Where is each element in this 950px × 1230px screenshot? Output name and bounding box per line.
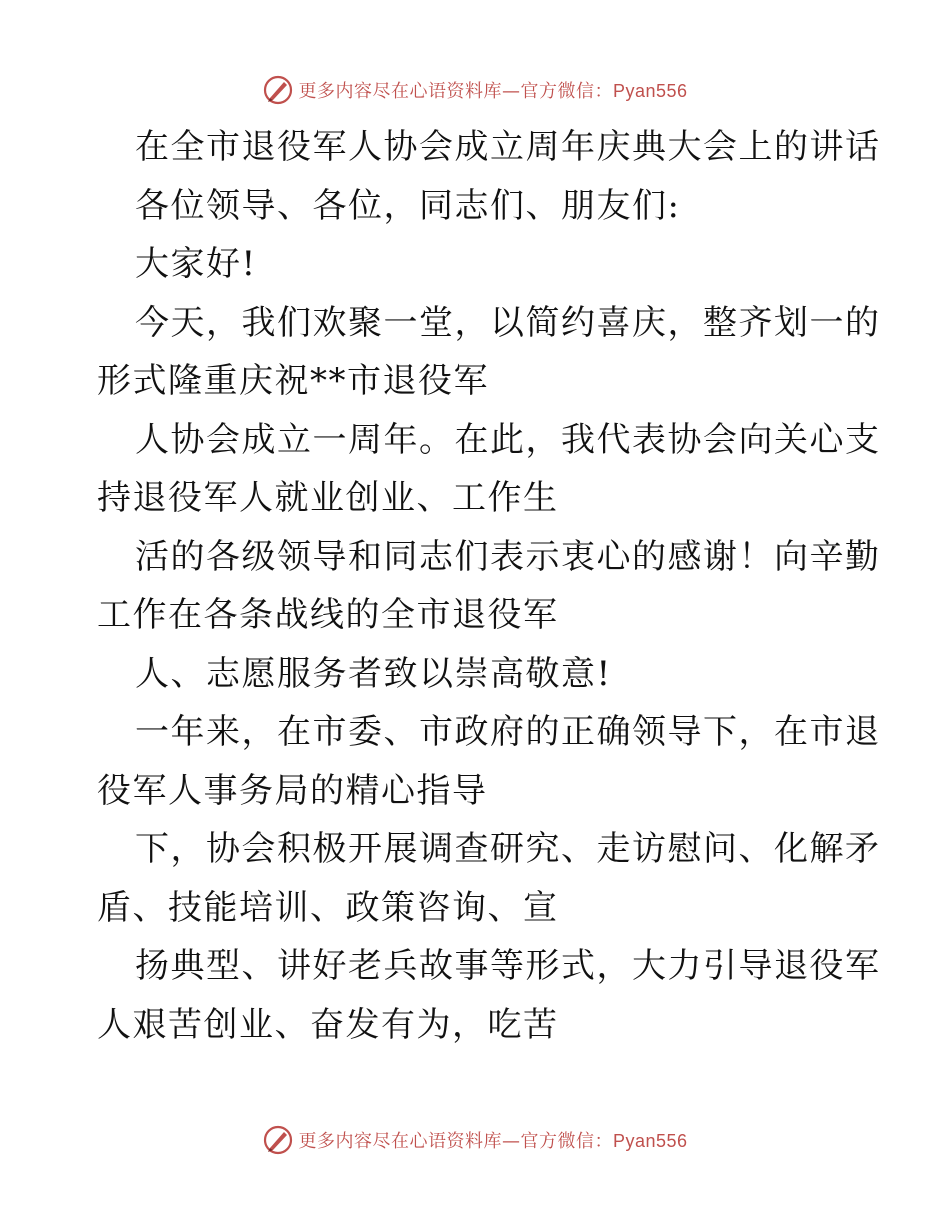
watermark-contact-label: 官方微信： xyxy=(520,1131,613,1152)
quill-pen-logo-icon xyxy=(262,74,294,106)
watermark-separator: — xyxy=(501,1131,521,1152)
watermark-contact-label: 官方微信： xyxy=(520,81,613,102)
watermark-slogan: 更多内容尽在心语资料库 xyxy=(298,81,502,102)
document-line: 一年来，在市委、市政府的正确领导下，在市退 xyxy=(135,712,881,752)
watermark-contact-id: Pyan556 xyxy=(612,1131,688,1151)
quill-pen-logo-icon xyxy=(262,1124,294,1156)
footer-watermark xyxy=(0,1120,950,1160)
document-line: 人艰苦创业、奋发有为，吃苦 xyxy=(97,1004,559,1045)
watermark-text xyxy=(298,1127,687,1153)
document-line: 役军人事务局的精心指导 xyxy=(97,770,488,811)
document-line: 盾、技能培训、政策咨询、宣 xyxy=(97,887,559,928)
watermark-text xyxy=(298,77,687,103)
document-body xyxy=(97,118,881,1054)
document-line: 今天，我们欢聚一堂，以简约喜庆，整齐划一的 xyxy=(135,302,881,343)
document-line: 人协会成立一周年。在此，我代表协会向关心支 xyxy=(135,419,881,460)
document-line: 在全市退役军人协会成立周年庆典大会上的讲话 xyxy=(135,127,881,167)
watermark-contact-id: Pyan556 xyxy=(612,81,688,101)
document-line: 大家好! xyxy=(135,244,257,284)
document-line: 工作在各条战线的全市退役军 xyxy=(97,595,559,635)
document-line: 形式隆重庆祝**市退役军 xyxy=(97,361,489,401)
document-line: 人、志愿服务者致以崇高敬意! xyxy=(135,653,612,694)
header-watermark xyxy=(0,70,950,110)
document-line: 持退役军人就业创业、工作生 xyxy=(97,478,559,518)
document-line: 活的各级领导和同志们表示衷心的感谢！向辛勤 xyxy=(135,536,881,577)
watermark-separator: — xyxy=(501,81,521,102)
document-line: 下，协会积极开展调查研究、走访慰问、化解矛 xyxy=(135,829,881,869)
document-line: 扬典型、讲好老兵故事等形式，大力引导退役军 xyxy=(135,946,881,986)
document-line: 各位领导、各位，同志们、朋友们: xyxy=(135,185,681,226)
watermark-slogan: 更多内容尽在心语资料库 xyxy=(298,1131,502,1152)
